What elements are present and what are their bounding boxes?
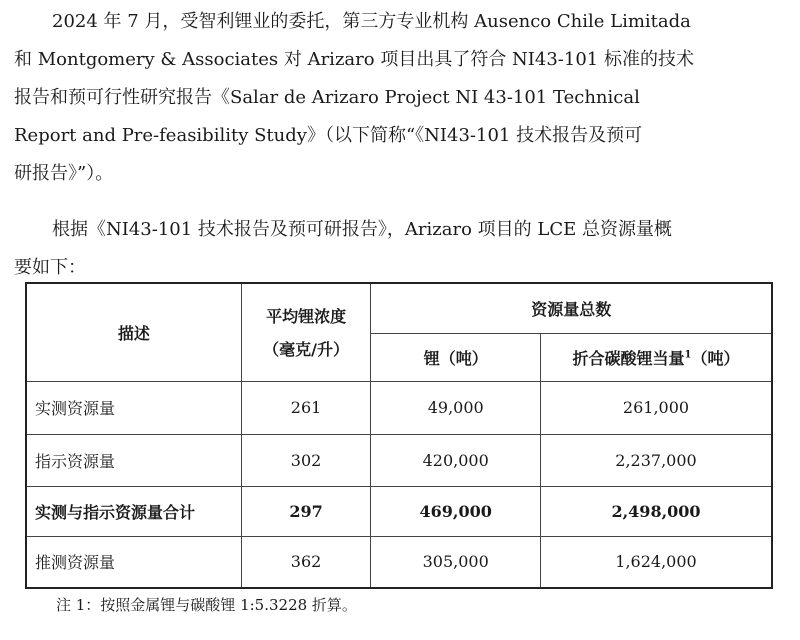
intro-line-3: 报告和预可行性研究报告《Salar de Arizaro Project NI 43-101 Technical bbox=[14, 87, 640, 108]
summary-line-2: 要如下： bbox=[14, 257, 86, 278]
table-row bbox=[26, 536, 772, 588]
summary-paragraph bbox=[14, 211, 788, 287]
header-lithium: 锂（吨） bbox=[371, 333, 541, 381]
summary-line-1 bbox=[14, 211, 788, 249]
header-lce-unit: （吨） bbox=[691, 348, 740, 368]
row-lithium: 420,000 bbox=[371, 434, 541, 486]
row-lce: 1,624,000 bbox=[541, 536, 772, 588]
row-lithium: 49,000 bbox=[371, 381, 541, 434]
intro-line-1 bbox=[14, 3, 788, 41]
header-lce bbox=[541, 333, 772, 381]
table-row-total bbox=[26, 486, 772, 536]
row-concentration: 302 bbox=[241, 434, 371, 486]
header-lce-label: 折合碳酸锂当量 bbox=[572, 348, 685, 368]
table-row bbox=[26, 434, 772, 486]
resource-table bbox=[25, 282, 773, 589]
row-description: 实测与指示资源量合计 bbox=[26, 486, 241, 536]
header-avg-concentration bbox=[241, 283, 371, 381]
summary-line-1-text: 根据《NI43-101 技术报告及预可研报告》，Arizaro 项目的 LCE 总资源量概 bbox=[52, 219, 672, 240]
row-lce: 2,498,000 bbox=[541, 486, 772, 536]
row-lithium: 305,000 bbox=[371, 536, 541, 588]
row-description: 推测资源量 bbox=[26, 536, 241, 588]
table-header-row-1 bbox=[26, 283, 772, 333]
intro-line-5: 研报告》”）。 bbox=[14, 163, 114, 184]
intro-line-2: 和 Montgomery & Associates 对 Arizaro 项目出具了符合 NI43-101 标准的技术 bbox=[14, 49, 694, 70]
header-total-resources: 资源量总数 bbox=[371, 283, 772, 333]
footnote: 注 1：按照金属锂与碳酸锂 1:5.3228 折算。 bbox=[56, 596, 357, 614]
header-description: 描述 bbox=[26, 283, 241, 381]
intro-line-1-text: 2024 年 7 月，受智利锂业的委托，第三方专业机构 Ausenco Chile Limitada bbox=[52, 11, 691, 32]
row-description: 指示资源量 bbox=[26, 434, 241, 486]
header-avg-concentration-unit: （毫克/升） bbox=[263, 340, 349, 360]
row-concentration: 297 bbox=[241, 486, 371, 536]
row-lce: 261,000 bbox=[541, 381, 772, 434]
row-description: 实测资源量 bbox=[26, 381, 241, 434]
intro-line-4: Report and Pre-feasibility Study》（以下简称“《NI43-101 技术报告及预可 bbox=[14, 125, 643, 146]
row-concentration: 362 bbox=[241, 536, 371, 588]
table-row bbox=[26, 381, 772, 434]
row-lithium: 469,000 bbox=[371, 486, 541, 536]
row-concentration: 261 bbox=[241, 381, 371, 434]
intro-paragraph bbox=[14, 3, 788, 193]
header-lce-footnote-mark: 1 bbox=[684, 349, 692, 361]
row-lce: 2,237,000 bbox=[541, 434, 772, 486]
header-avg-concentration-label: 平均锂浓度 bbox=[266, 307, 347, 327]
